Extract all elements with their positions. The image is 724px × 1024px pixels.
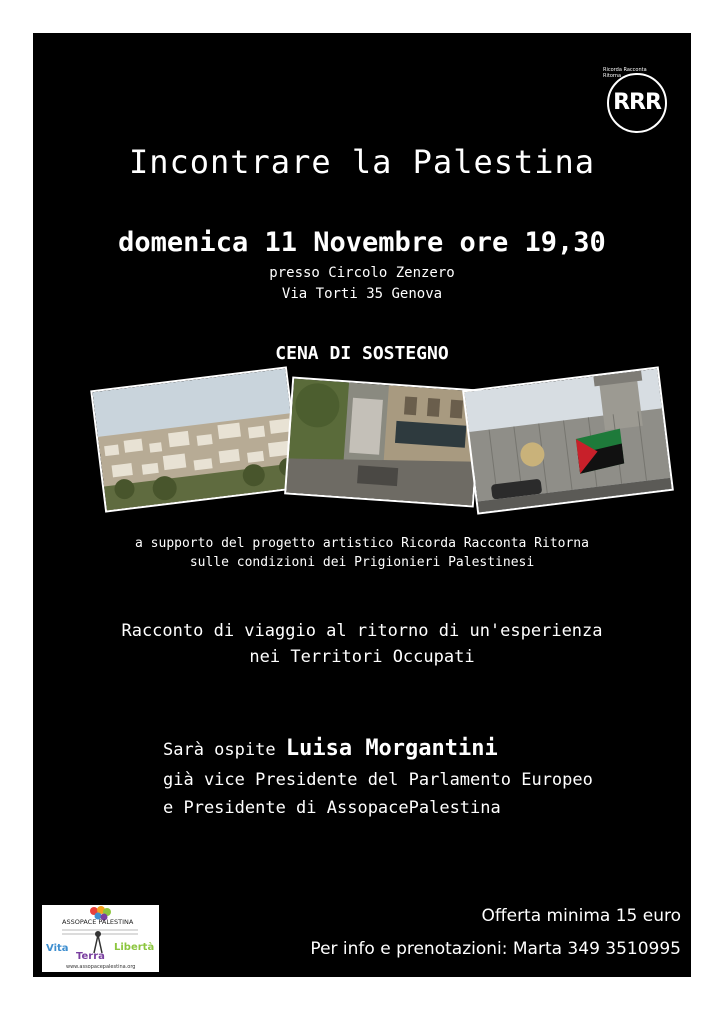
photo-separation-wall — [462, 366, 674, 514]
event-poster — [33, 33, 691, 977]
assopace-logo — [42, 905, 159, 972]
logo-word-liberta: Libertà — [114, 942, 155, 953]
support-text-line2: sulle condizioni dei Prigionieri Palestinesi — [189, 555, 535, 570]
story-text-line1: Racconto di viaggio al ritorno di un'esperienza — [121, 621, 603, 641]
guest-role-line1: già vice Presidente del Parlamento Europeo — [163, 770, 593, 790]
venue-address: Via Torti 35 Genova — [281, 286, 443, 302]
guest-intro-text: Sarà ospite — [163, 740, 276, 760]
support-text-line1: a supporto del progetto artistico Ricorda Racconta Ritorna — [135, 536, 589, 551]
photo-street — [284, 377, 482, 508]
venue-name: presso Circolo Zenzero — [269, 265, 455, 281]
rrr-logo-ring-text: Ricorda Racconta Ritorna — [603, 67, 647, 79]
guest-intro — [163, 736, 498, 761]
booking-contact: Per info e prenotazioni: Marta 349 3510995 — [310, 939, 681, 959]
guest-role-line2: e Presidente di AssopacePalestina — [163, 798, 501, 818]
guest-name: Luisa Morgantini — [285, 736, 498, 761]
dinner-heading: CENA DI SOSTEGNO — [275, 343, 449, 364]
story-text-line2: nei Territori Occupati — [249, 647, 475, 667]
poster-title: Incontrare la Palestina — [128, 143, 596, 181]
assopace-name: ASSOPACE PALESTINA — [62, 918, 134, 926]
logo-word-terra: Terra — [76, 951, 105, 962]
logo-word-vita: Vita — [46, 943, 69, 954]
assopace-website: www.assopacepalestina.org — [66, 964, 136, 970]
rrr-logo — [603, 67, 667, 133]
rrr-logo-mark: RRR — [613, 90, 661, 115]
minimum-offer: Offerta minima 15 euro — [481, 906, 681, 926]
photo-cityscape — [90, 366, 302, 512]
event-date: domenica 11 Novembre ore 19,30 — [118, 227, 606, 258]
